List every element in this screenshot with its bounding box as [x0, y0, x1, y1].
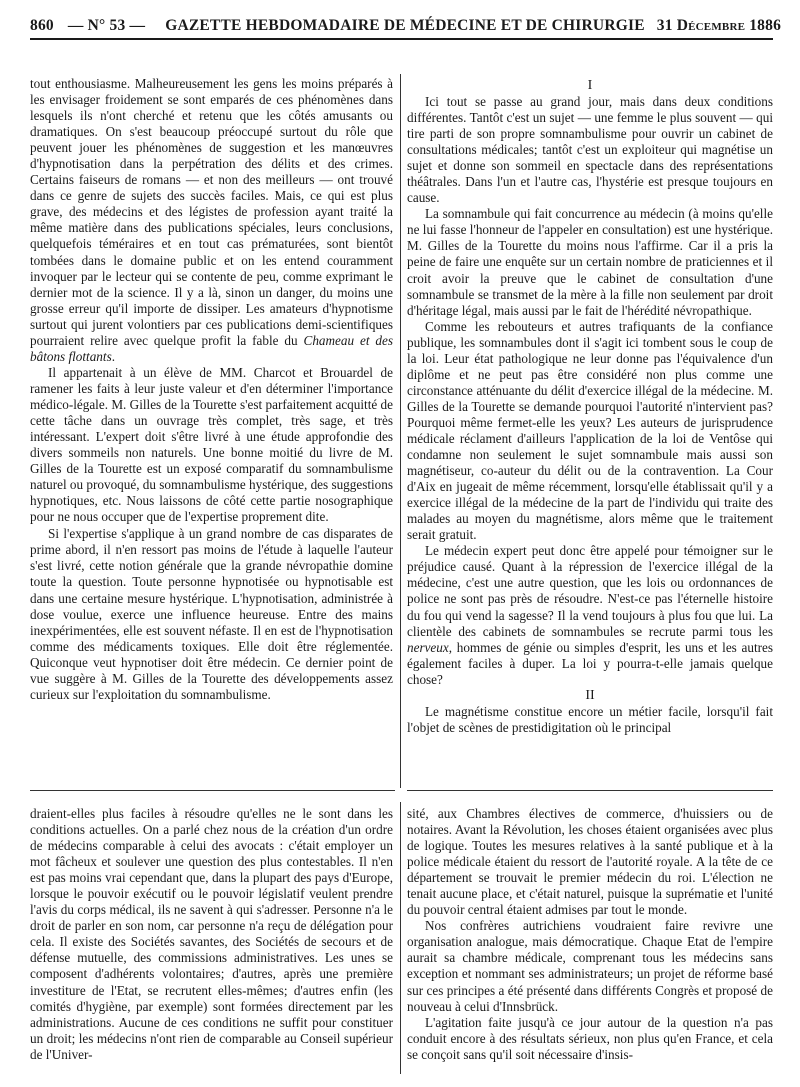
- section-heading: II: [585, 687, 595, 703]
- issue-date: [657, 17, 781, 35]
- paragraph: tout enthousiasme. Malheureusement les gens les moins préparés à les envisager froidement se sont emparés de ces phénomènes dans lesquels ils n'ont cherché et retenu que les côtés amusants ou dramatiques. On s'est beaucoup préoccupé surtout du rôle que peuvent jouer les phénomènes de suggestion et les manœuvres d'hypnotisation dans la perpétration des délits et des crimes. Certains faiseurs de romans — et non des meilleurs — ont trouvé dans ce genre de sujets des succès faciles. Mais, ce qui est plus grave, des médecins et des légistes de profession ayant traité la même matière dans des publications spéciales, leurs conclusions, quelquefois téméraires et en tout cas prématurées, sont bientôt tombées dans le domaine public et on les entend couramment invoquer par le lecteur qui se contente de peu, comme exprimant le dernier mot de la science. Il y a là, sinon un danger, du moins une grosse erreur qu'il importe de dissiper. Les amateurs d'hypnotisme surtout qui jurent volontiers par ces publications demi-scientifiques pourraient relire avec quelque profit la fable du Chameau et des bâtons flottants.: [30, 76, 393, 364]
- emphasis-word: nerveux: [407, 639, 449, 655]
- section-divider-left: [30, 790, 395, 791]
- top-left-column: [30, 76, 393, 703]
- bottom-left-column: [30, 806, 393, 1063]
- journal-title: GAZETTE HEBDOMADAIRE DE MÉDECINE ET DE CHIRURGIE: [165, 17, 645, 34]
- section-divider-right: [407, 790, 773, 791]
- issue-number: — N° 53 —: [67, 17, 146, 34]
- paragraph: Il appartenait à un élève de MM. Charcot et Brouardel de ramener les faits à leur juste valeur et d'en déterminer l'importance médico-légale. M. Gilles de la Tourette s'est parfaitement acquitté de cette tâche dans un ouvrage très complet, très sage, et très intéressant. L'expert doit s'être livré à une étude approfondie des divers sommeils non naturels. Une bonne moitié du livre de M. Gilles de la Tourette est un exposé comparatif du somnambulisme naturel ou provoqué, du somnambulisme hystérique, des suggestions hypnotiques, etc. Nous laissons de côté cette partie nosographique pour ne nous occuper que de l'expertise proprement dite.: [30, 364, 393, 525]
- top-right-column: [407, 78, 773, 736]
- page-number: 860: [30, 17, 54, 34]
- paragraph: Ici tout se passe au grand jour, mais dans deux conditions différentes. Tantôt c'est un sujet — une femme le plus souvent — qui tire parti de son propre somnambulisme pour ouvrir un cabinet de consultations médicales; tantôt c'est un exploiteur qui magnétise un sujet et donne son sommeil en spectacle dans des représentations théâtrales. Dans l'un et l'autre cas, l'hystérie est presque toujours en cause.: [407, 94, 773, 206]
- paragraph: Nos confrères autrichiens voudraient faire revivre une organisation analogue, mais démocratique. Chaque Etat de l'empire aurait sa chambre médicale, comprenant tous les médecins sans exception et nommant ses administrateurs; un projet de réforme basé sur ces principes a été présenté dans différents Congrès et proposé de nouveau à celui d'Innsbrück.: [407, 918, 773, 1014]
- bottom-column-divider: [400, 802, 401, 1074]
- paragraph: draient-elles plus faciles à résoudre qu'elles ne le sont dans les conditions actuelles. On a parlé chez nous de la création d'un ordre de médecins comparable à celui des avocats : c'était employer un mot fâcheux et soulever une question des plus contestables. Il n'en est pas moins vrai cependant que, dans la plupart des pays d'Europe, lorsque le pouvoir exécutif ou le pouvoir législatif veulent prendre l'avis du corps médical, ils ne savent à qui s'adresser. Personne n'a le droit de parler en son nom, car personne n'a reçu de délégation pour cela. Il existe des Sociétés savantes, des Sociétés de secours et de défense mutuelle, des commissions administratives. Les unes se composent d'adhérents volontaires; d'autres, après une première investiture de l'Etat, se recrutent elles-mêmes; d'autres enfin (les comités d'hygiène, par exemple) sont formées directement par les administrations. Aucune de ces conditions ne suffit pour constituer un droit; les médecins n'ont rien de comparable au Conseil supérieur de l'Univer-: [30, 806, 393, 1062]
- date-month: Décembre: [676, 17, 746, 34]
- page-header: [30, 14, 782, 40]
- paragraph: La somnambule qui fait concurrence au médecin (à moins qu'elle ne lui fasse l'honneur de l'appeler en consultation) est une hystérique. M. Gilles de la Tourette du moins nous l'affirme. Car il a pris la peine de faire une enquête sur un certain nombre de praticiennes et il croit avoir la preuve que le cabinet de consultation d'une somnambule se transmet de la mère à la fille non seulement par droit d'héritage légal, mais aussi par le fait de l'hérédité névropathique.: [407, 206, 773, 318]
- paragraph: Si l'expertise s'applique à un grand nombre de cas disparates de prime abord, il n'en ressort pas moins de l'étude à laquelle l'auteur s'est livré, cette notion générale que la grande névropathie domine toute la question. Toute personne hypnotisée ou hypnotisable est dans une certaine mesure hystérique. L'hypnotisation, administrée à dose voulue, exerce une influence heureuse. Entre des mains inexpérimentées, elle est souvent néfaste. Il en est de l'hypnotisation comme des médicaments toxiques. Elle doit être réglementée. Quiconque veut hypnotiser doit être médecin. Ce dernier point de vue suggère à M. Gilles de la Tourette des développements assez curieux sur l'exploitation du somnambulisme.: [30, 526, 393, 702]
- paragraph: L'agitation faite jusqu'à ce jour autour de la question n'a pas conduit encore à des résultats sérieux, non plus qu'en France, et cela se conçoit sans qu'il soit nécessaire d'insis-: [407, 1014, 773, 1062]
- date-year: 1886: [749, 17, 782, 34]
- paragraph: Le magnétisme constitue encore un métier facile, lorsqu'il fait l'objet de scènes de prestidigitation où le principal: [407, 703, 773, 735]
- paragraph: Comme les rebouteurs et autres trafiquants de la confiance publique, les somnambules dont il s'agit ici tombent sous le coup de la loi. Leur état pathologique ne leur donne pas l'équivalence d'un diplôme et ne peut pas être considéré non plus comme une circonstance atténuante du délit d'exercice illégal de la médecine. M. Gilles de la Tourette se demande pourquoi l'autorité n'intervient pas? Pourquoi même fermet-elle les yeux? Les auteurs de jurisprudence médicale réclament d'ailleurs l'application de la loi de Ventôse qui condamne non seulement le sujet somnambule mais aussi son magnétiseur, co-auteur du délit ou de la contravention. La Cour d'Aix en jugeait de même récemment, lorsqu'elle établissait qu'il y a exercice illégal de la médecine de la part de l'individu qui traite des malades au moyen du magnétisme, alors même que le traitement serait gratuit.: [407, 318, 773, 543]
- bottom-right-column: [407, 806, 773, 1063]
- fable-title: Chameau et des bâtons flottants: [30, 332, 393, 364]
- top-column-divider: [400, 74, 401, 788]
- date-day: 31: [656, 17, 673, 34]
- paragraph: Le médecin expert peut donc être appelé pour témoigner sur le préjudice causé. Quant à la répression de l'exercice illégal de la médecine, c'est une autre question, que les lois ou ordonnances de police ne sont pas près de résoudre. N'est-ce pas l'éternelle histoire du fou qui vend la sagesse? Il la vend toujours à plus fou que lui. La clientèle des cabinets de somnambules se recrute parmi tous les nerveux, hommes de génie ou simples d'esprit, les uns et les autres également faciles à duper. La loi y pourra-t-elle jamais quelque chose?: [407, 543, 773, 687]
- section-heading: I: [587, 78, 593, 93]
- paragraph: sité, aux Chambres électives de commerce, d'huissiers ou de notaires. Avant la Révolution, les choses étaient organisées avec plus de logique. Toutes les mesures relatives à la santé publique et à la police médicale étaient du ressort de l'autorité royale. A la tête de ce département se trouvait le premier médecin du roi. L'élection ne tenait aucune place, et c'était naturel, puisque la suprématie et l'unité du pouvoir central étaient admises par tout le monde.: [407, 806, 773, 918]
